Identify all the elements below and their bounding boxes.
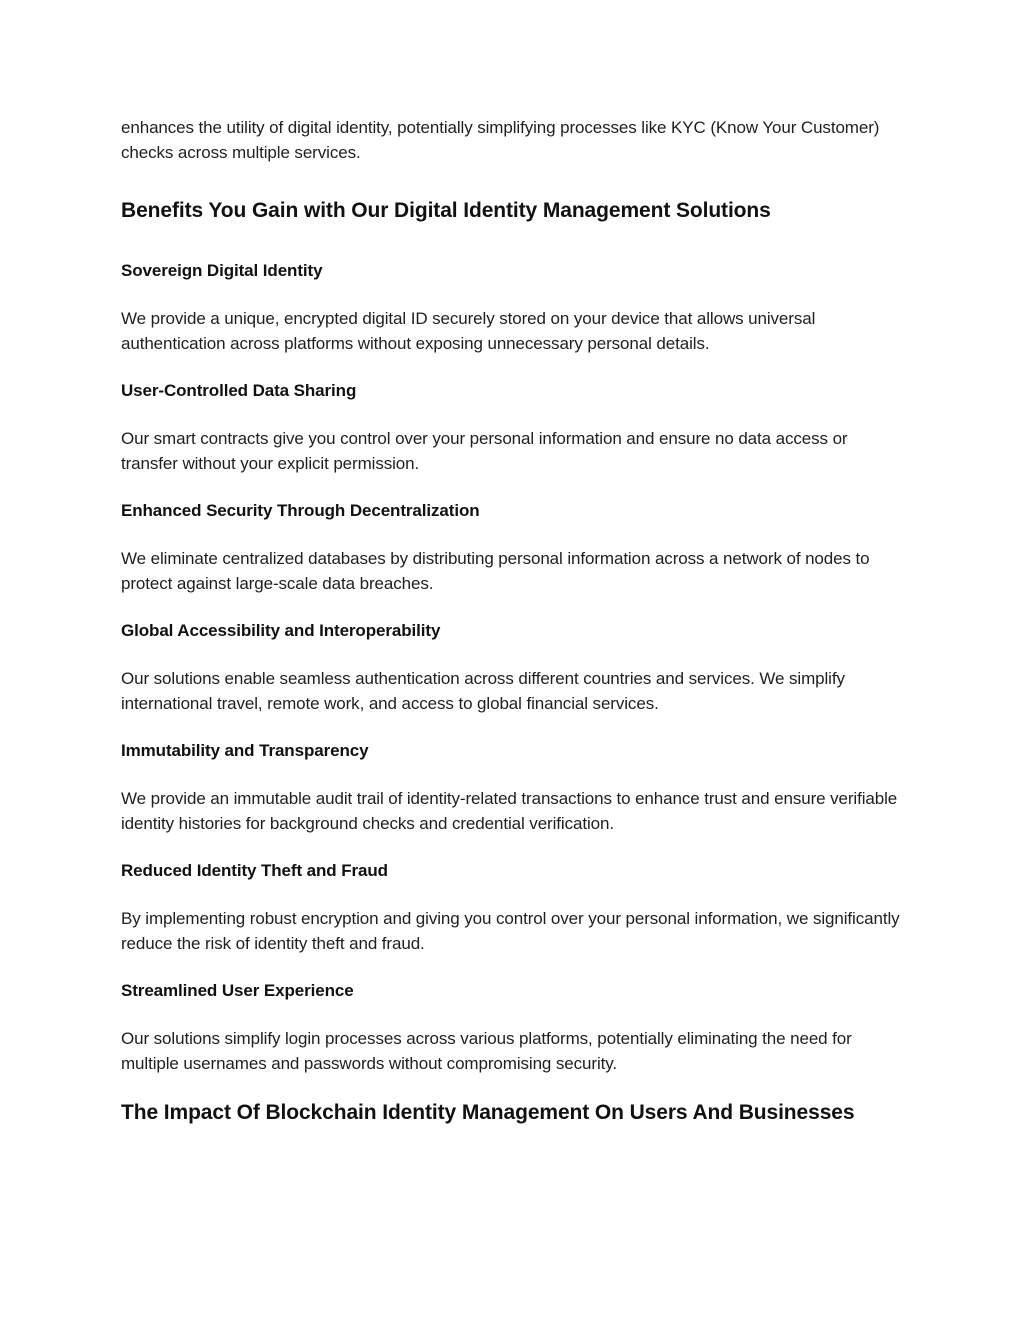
benefit-body: Our smart contracts give you control over your personal information and ensure no data access or transfer without your explicit permission. — [121, 429, 848, 473]
benefit-body: We provide an immutable audit trail of identity-related transactions to enhance trust and ensure verifiable identity histories for background checks and credential verification. — [121, 789, 898, 833]
benefit-title: User-Controlled Data Sharing — [121, 381, 357, 400]
benefit-body: Our solutions enable seamless authentication across different countries and services. We simplify international travel, remote work, and access to global financial services. — [121, 669, 845, 713]
benefit-body: Our solutions simplify login processes across various platforms, potentially eliminating the need for multiple usernames and passwords without compromising security. — [121, 1029, 852, 1073]
intro-paragraph: enhances the utility of digital identity, potentially simplifying processes like KYC (Know Your Customer) checks across multiple services. — [121, 118, 880, 162]
benefit-title: Sovereign Digital Identity — [121, 261, 323, 280]
benefits-heading: Benefits You Gain with Our Digital Identity Management Solutions — [121, 199, 771, 222]
benefit-item — [121, 259, 901, 356]
benefit-item — [121, 499, 901, 596]
impact-heading: The Impact Of Blockchain Identity Management On Users And Businesses — [121, 1101, 855, 1124]
benefit-title: Immutability and Transparency — [121, 741, 369, 760]
benefit-body: We provide a unique, encrypted digital ID securely stored on your device that allows universal authentication across platforms without exposing unnecessary personal details. — [121, 309, 816, 353]
benefit-item — [121, 739, 901, 836]
benefit-item — [121, 859, 901, 956]
benefit-title: Enhanced Security Through Decentralization — [121, 501, 480, 520]
benefit-body: We eliminate centralized databases by distributing personal information across a network of nodes to protect against large-scale data breaches. — [121, 549, 870, 593]
benefit-item — [121, 619, 901, 716]
benefit-title: Reduced Identity Theft and Fraud — [121, 861, 388, 880]
benefit-title: Global Accessibility and Interoperability — [121, 621, 441, 640]
benefit-item — [121, 379, 901, 476]
benefit-title: Streamlined User Experience — [121, 981, 354, 1000]
document-page — [121, 116, 901, 1127]
benefit-body: By implementing robust encryption and giving you control over your personal information, we significantly reduce the risk of identity theft and fraud. — [121, 909, 900, 953]
benefit-item — [121, 979, 901, 1076]
